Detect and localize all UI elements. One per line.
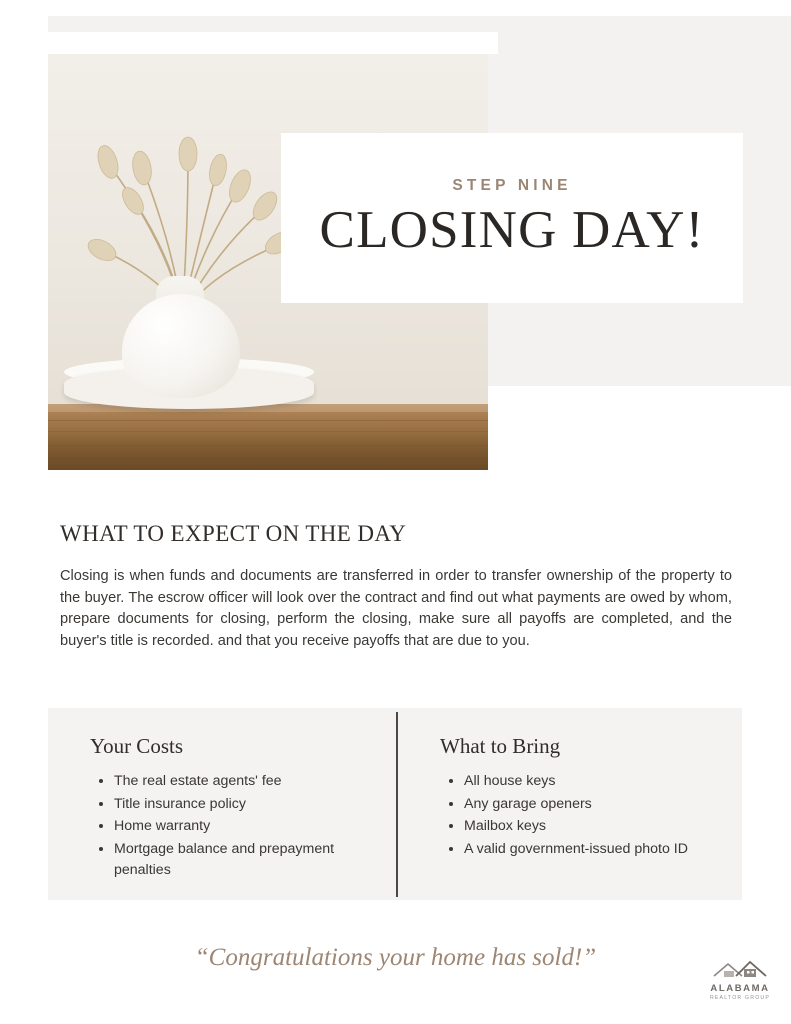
section-heading: WHAT TO EXPECT ON THE DAY xyxy=(60,521,407,546)
list-item: • Any garage openers xyxy=(464,794,730,816)
list-item: • Mortgage balance and prepayment penalties xyxy=(114,839,380,882)
section-body: Closing is when funds and documents are transferred in order to transfer ownership of the property to the buyer. The escrow officer will look over the contract and find out what payments are owed by whom, prepare documents for closing, perform the closing, make sure all payoffs are completed, and the buyer's title is recorded. and that you receive payoffs that are due to you. xyxy=(60,568,732,649)
title-card xyxy=(281,133,743,303)
list-item: • The real estate agents' fee xyxy=(114,771,380,793)
column-list xyxy=(440,771,730,860)
column-title: Your Costs xyxy=(90,734,183,758)
column-list xyxy=(90,771,380,882)
house-roof-icon xyxy=(710,958,770,982)
step-label: STEP NINE xyxy=(452,177,572,195)
list-item: • Title insurance policy xyxy=(114,794,380,816)
logo-subtitle: REALTOR GROUP xyxy=(709,995,771,1001)
column-what-to-bring xyxy=(440,734,730,861)
list-item: • Mailbox keys xyxy=(464,816,730,838)
panel-divider xyxy=(396,712,398,897)
column-title: What to Bring xyxy=(440,734,561,758)
photo-vase xyxy=(122,294,240,398)
list-item: • All house keys xyxy=(464,771,730,793)
photo-top-frame xyxy=(48,32,498,54)
page-title: CLOSING DAY! xyxy=(319,201,705,260)
brand-logo xyxy=(700,958,780,1006)
column-your-costs xyxy=(90,734,380,883)
hero-left-white-margin xyxy=(0,16,48,386)
footer-quote: “Congratulations your home has sold!” xyxy=(194,944,597,971)
list-item: • Home warranty xyxy=(114,816,380,838)
list-item: • A valid government-issued photo ID xyxy=(464,839,730,861)
logo-name: ALABAMA xyxy=(710,983,770,994)
